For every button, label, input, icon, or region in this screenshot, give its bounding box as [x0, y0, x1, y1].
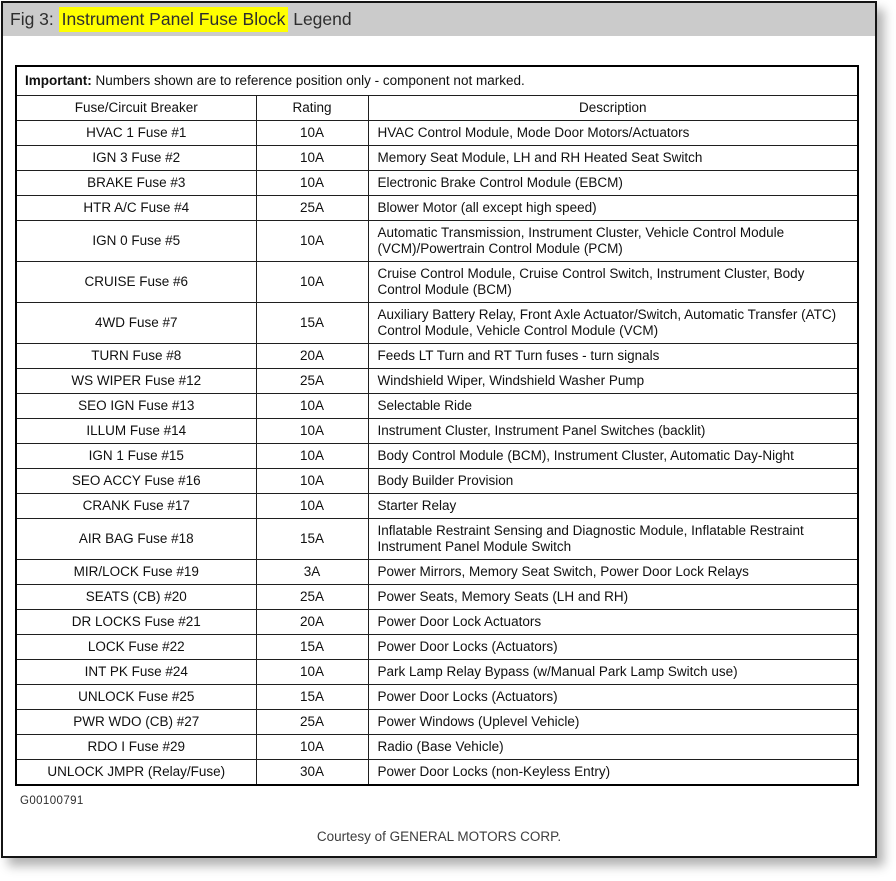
fuse-table: [15, 65, 859, 786]
rating-cell: 15A: [256, 519, 368, 560]
table-row: [16, 494, 858, 519]
rating-cell: 10A: [256, 419, 368, 444]
fuse-cell: WS WIPER Fuse #12: [16, 369, 256, 394]
fuse-cell: AIR BAG Fuse #18: [16, 519, 256, 560]
description-cell: Blower Motor (all except high speed): [368, 196, 858, 221]
table-row: [16, 610, 858, 635]
description-cell: Power Door Lock Actuators: [368, 610, 858, 635]
table-row: [16, 660, 858, 685]
description-cell: Windshield Wiper, Windshield Washer Pump: [368, 369, 858, 394]
table-row: [16, 394, 858, 419]
description-cell: Starter Relay: [368, 494, 858, 519]
rating-cell: 10A: [256, 660, 368, 685]
table-row: [16, 121, 858, 146]
description-cell: Auxiliary Battery Relay, Front Axle Actuator/Switch, Automatic Transfer (ATC) Control Module, Vehicle Control Module (VCM): [368, 303, 858, 344]
fuse-cell: LOCK Fuse #22: [16, 635, 256, 660]
rating-cell: 30A: [256, 760, 368, 786]
description-cell: Instrument Cluster, Instrument Panel Switches (backlit): [368, 419, 858, 444]
description-cell: Electronic Brake Control Module (EBCM): [368, 171, 858, 196]
table-row: [16, 710, 858, 735]
table-row: [16, 262, 858, 303]
column-header-rating: Rating: [256, 96, 368, 121]
rating-cell: 10A: [256, 735, 368, 760]
rating-cell: 25A: [256, 710, 368, 735]
rating-cell: 15A: [256, 685, 368, 710]
fuse-cell: HTR A/C Fuse #4: [16, 196, 256, 221]
description-cell: Power Windows (Uplevel Vehicle): [368, 710, 858, 735]
fuse-cell: SEATS (CB) #20: [16, 585, 256, 610]
rating-cell: 10A: [256, 444, 368, 469]
figure-window: [1, 1, 877, 858]
fuse-cell: ILLUM Fuse #14: [16, 419, 256, 444]
column-header-description: Description: [368, 96, 858, 121]
fuse-cell: RDO I Fuse #29: [16, 735, 256, 760]
table-row: [16, 585, 858, 610]
table-row: [16, 560, 858, 585]
rating-cell: 3A: [256, 560, 368, 585]
description-cell: Radio (Base Vehicle): [368, 735, 858, 760]
description-cell: Power Door Locks (Actuators): [368, 635, 858, 660]
description-cell: Cruise Control Module, Cruise Control Switch, Instrument Cluster, Body Control Module (BCM): [368, 262, 858, 303]
table-row: [16, 685, 858, 710]
fuse-cell: HVAC 1 Fuse #1: [16, 121, 256, 146]
description-cell: Power Mirrors, Memory Seat Switch, Power Door Lock Relays: [368, 560, 858, 585]
table-row: [16, 469, 858, 494]
table-row: [16, 303, 858, 344]
table-row: [16, 369, 858, 394]
fuse-cell: SEO ACCY Fuse #16: [16, 469, 256, 494]
fuse-cell: DR LOCKS Fuse #21: [16, 610, 256, 635]
table-row: [16, 344, 858, 369]
fuse-cell: IGN 3 Fuse #2: [16, 146, 256, 171]
rating-cell: 25A: [256, 196, 368, 221]
fuse-cell: BRAKE Fuse #3: [16, 171, 256, 196]
table-row: [16, 444, 858, 469]
fuse-cell: IGN 1 Fuse #15: [16, 444, 256, 469]
description-cell: Memory Seat Module, LH and RH Heated Seat Switch: [368, 146, 858, 171]
column-header-fuse: Fuse/Circuit Breaker: [16, 96, 256, 121]
figure-title-suffix: Legend: [288, 9, 352, 29]
table-row: [16, 419, 858, 444]
table-row: [16, 635, 858, 660]
table-row: [16, 146, 858, 171]
table-row: [16, 760, 858, 786]
rating-cell: 10A: [256, 394, 368, 419]
table-row: [16, 171, 858, 196]
figure-title-prefix: Fig 3:: [10, 9, 59, 29]
fuse-cell: UNLOCK Fuse #25: [16, 685, 256, 710]
fuse-cell: SEO IGN Fuse #13: [16, 394, 256, 419]
rating-cell: 15A: [256, 635, 368, 660]
rating-cell: 10A: [256, 121, 368, 146]
table-row: [16, 735, 858, 760]
figure-title-bar: [3, 3, 875, 36]
courtesy-line: Courtesy of GENERAL MOTORS CORP.: [316, 829, 562, 844]
important-label: Important:: [25, 73, 92, 88]
figure-title-highlight: Instrument Panel Fuse Block: [59, 7, 289, 32]
fuse-cell: TURN Fuse #8: [16, 344, 256, 369]
important-text: Numbers shown are to reference position only - component not marked.: [91, 73, 525, 88]
description-cell: Park Lamp Relay Bypass (w/Manual Park Lamp Switch use): [368, 660, 858, 685]
rating-cell: 10A: [256, 221, 368, 262]
rating-cell: 20A: [256, 610, 368, 635]
description-cell: Inflatable Restraint Sensing and Diagnostic Module, Inflatable Restraint Instrument Panel Module Switch: [368, 519, 858, 560]
fuse-cell: CRUISE Fuse #6: [16, 262, 256, 303]
rating-cell: 10A: [256, 171, 368, 196]
fuse-cell: MIR/LOCK Fuse #19: [16, 560, 256, 585]
header-row: [16, 96, 858, 121]
fuse-cell: UNLOCK JMPR (Relay/Fuse): [16, 760, 256, 786]
fuse-cell: CRANK Fuse #17: [16, 494, 256, 519]
description-cell: Feeds LT Turn and RT Turn fuses - turn signals: [368, 344, 858, 369]
rating-cell: 20A: [256, 344, 368, 369]
rating-cell: 25A: [256, 585, 368, 610]
rating-cell: 25A: [256, 369, 368, 394]
description-cell: HVAC Control Module, Mode Door Motors/Actuators: [368, 121, 858, 146]
fuse-cell: INT PK Fuse #24: [16, 660, 256, 685]
description-cell: Power Seats, Memory Seats (LH and RH): [368, 585, 858, 610]
description-cell: Body Builder Provision: [368, 469, 858, 494]
table-row: [16, 196, 858, 221]
description-cell: Selectable Ride: [368, 394, 858, 419]
rating-cell: 10A: [256, 494, 368, 519]
table-row: [16, 221, 858, 262]
rating-cell: 15A: [256, 303, 368, 344]
figure-code: G00100791: [20, 795, 84, 807]
description-cell: Automatic Transmission, Instrument Cluster, Vehicle Control Module (VCM)/Powertrain Control Module (PCM): [368, 221, 858, 262]
rating-cell: 10A: [256, 146, 368, 171]
fuse-cell: PWR WDO (CB) #27: [16, 710, 256, 735]
description-cell: Power Door Locks (Actuators): [368, 685, 858, 710]
rating-cell: 10A: [256, 262, 368, 303]
important-note: [16, 66, 858, 96]
table-row: [16, 519, 858, 560]
description-cell: Power Door Locks (non-Keyless Entry): [368, 760, 858, 786]
important-row: [16, 66, 858, 96]
rating-cell: 10A: [256, 469, 368, 494]
fuse-cell: 4WD Fuse #7: [16, 303, 256, 344]
fuse-cell: IGN 0 Fuse #5: [16, 221, 256, 262]
description-cell: Body Control Module (BCM), Instrument Cluster, Automatic Day-Night: [368, 444, 858, 469]
